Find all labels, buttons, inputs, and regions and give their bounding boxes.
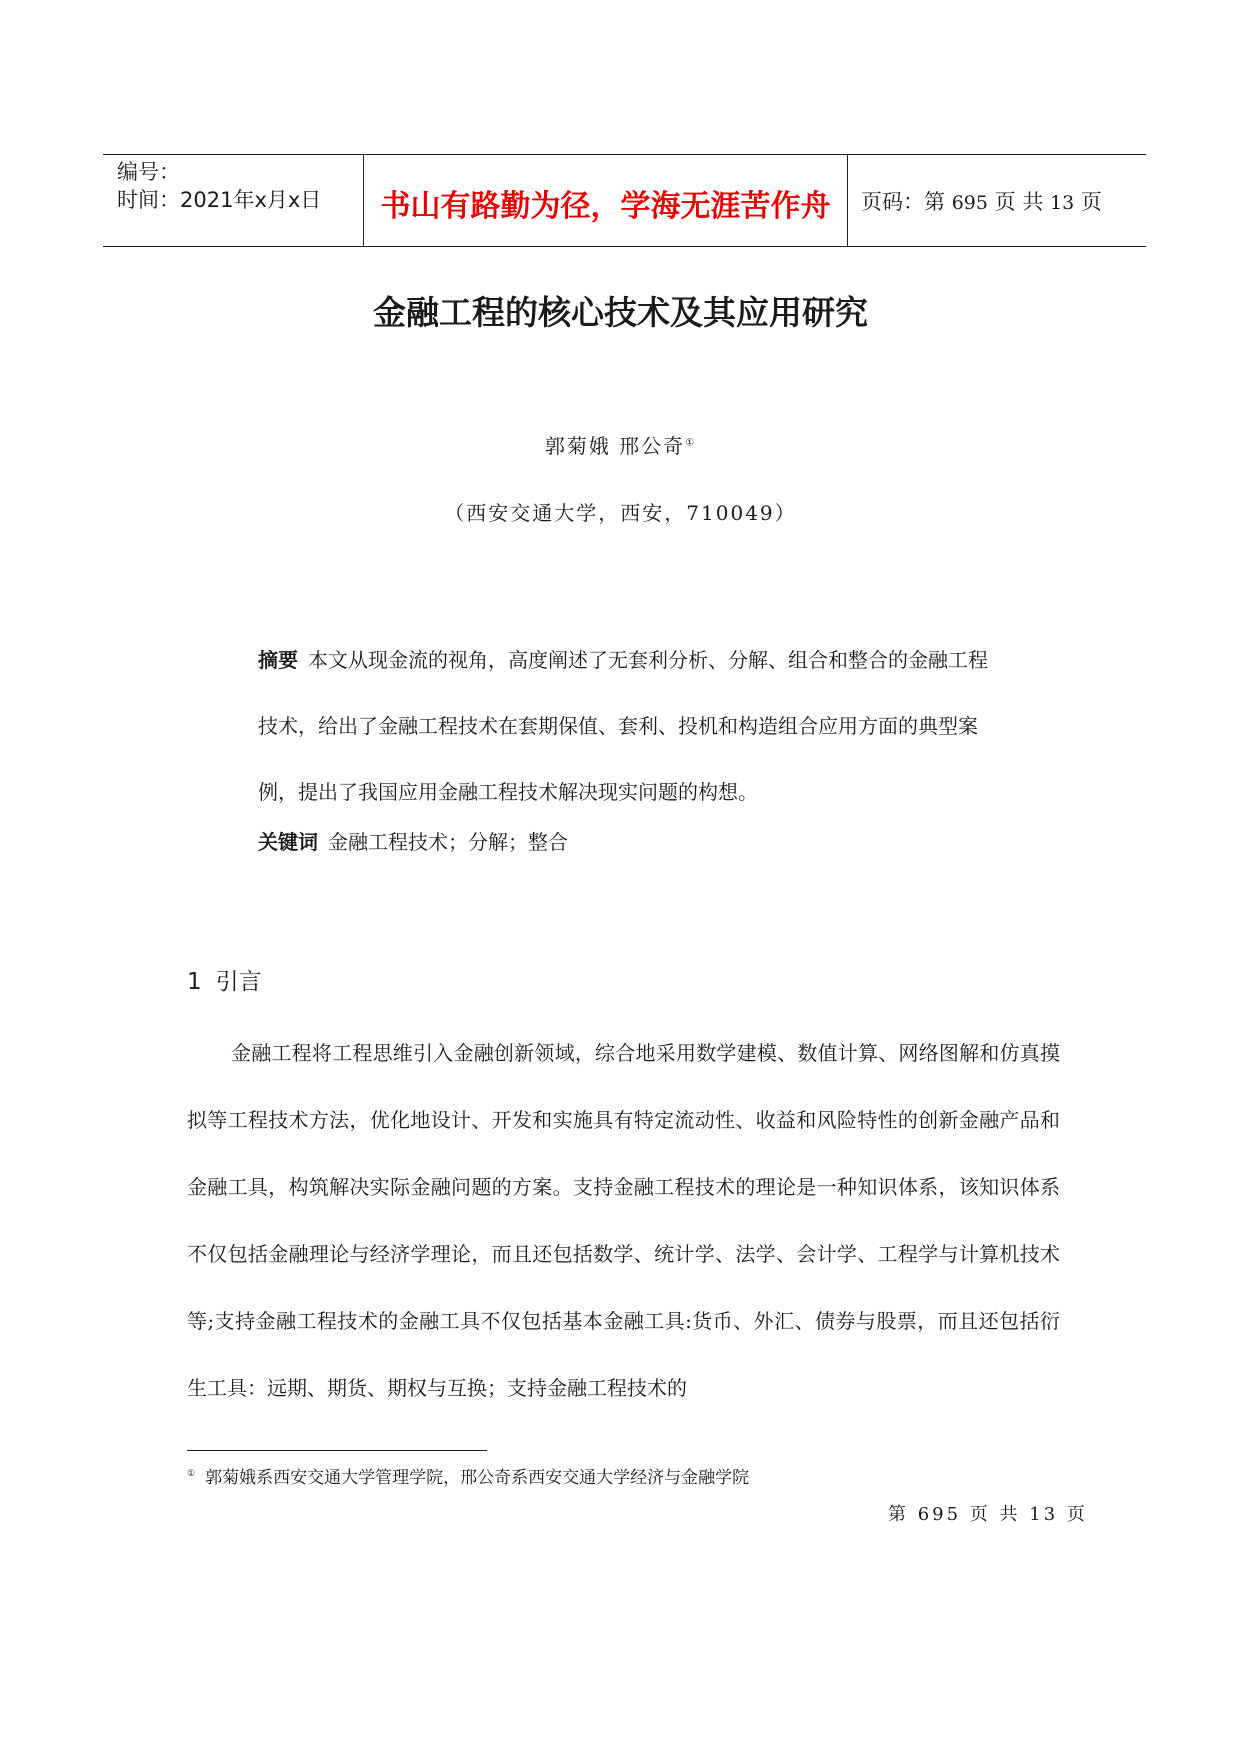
keywords-text: 金融工程技术；分解；整合 [328,830,568,854]
page-footer: 第 695 页 共 13 页 [888,1504,1088,1525]
abstract-label: 摘要 [258,648,298,672]
page-prefix: 页码：第 [861,190,945,214]
time-label: 时间：2021年x月x日 [117,188,322,212]
affiliation: （西安交通大学，西安，710049） [444,501,797,525]
author-footnote-mark: ① [685,437,697,449]
author-names: 郭菊娥 邢公奇 [544,434,686,458]
header-page-info [861,186,1102,216]
header-motto: 书山有路勤为径，学海无涯苦作舟 [380,189,831,224]
author-line [0,430,1241,459]
keywords [258,826,568,855]
keywords-label: 关键词 [258,830,318,854]
page-total: 13 [1050,192,1075,214]
abstract [258,627,998,825]
footnote-rule [187,1450,487,1451]
page-current: 695 [951,192,988,214]
section-number: 1 [187,969,202,995]
footnote-mark: ① [187,1469,196,1480]
footnote [187,1463,749,1488]
footnote-text: 郭菊娥系西安交通大学管理学院，邢公奇系西安交通大学经济与金融学院 [205,1468,750,1488]
header-divider-right [847,155,848,247]
body-paragraph: 金融工程将工程思维引入金融创新领域，综合地采用数学建模、数值计算、网络图解和仿真摸拟等工程技术方法，优化地设计、开发和实施具有特定流动性、收益和风险特性的创新金融产品和金融工具，构筑解决实际金融问题的方案。支持金融工程技术的理论是一种知识体系，该知识体系不仅包括金融理论与经济学理论，而且还包括数学、统计学、法学、会计学、工程学与计算机技术等;支持金融工程技术的金融工具不仅包括基本金融工具:货币、外汇、债券与股票，而且还包括衍生工具：远期、期货、期权与互换；支持金融工程技术的 [187,1041,1060,1400]
page-suffix: 页 [1080,190,1102,214]
section-heading [187,963,262,996]
section-title: 引言 [215,969,262,995]
abstract-text: 本文从现金流的视角，高度阐述了无套利分析、分解、组合和整合的金融工程技术，给出了金融工程技术在套期保值、套利、投机和构造组合应用方面的典型案例，提出了我国应用金融工程技术解决现实问题的构想。 [258,648,988,804]
page-mid: 页 共 [994,190,1044,214]
document-header [103,154,1146,247]
serial-label: 编号： [117,160,180,184]
paper-title: 金融工程的核心技术及其应用研究 [373,293,868,332]
header-meta [117,158,321,214]
